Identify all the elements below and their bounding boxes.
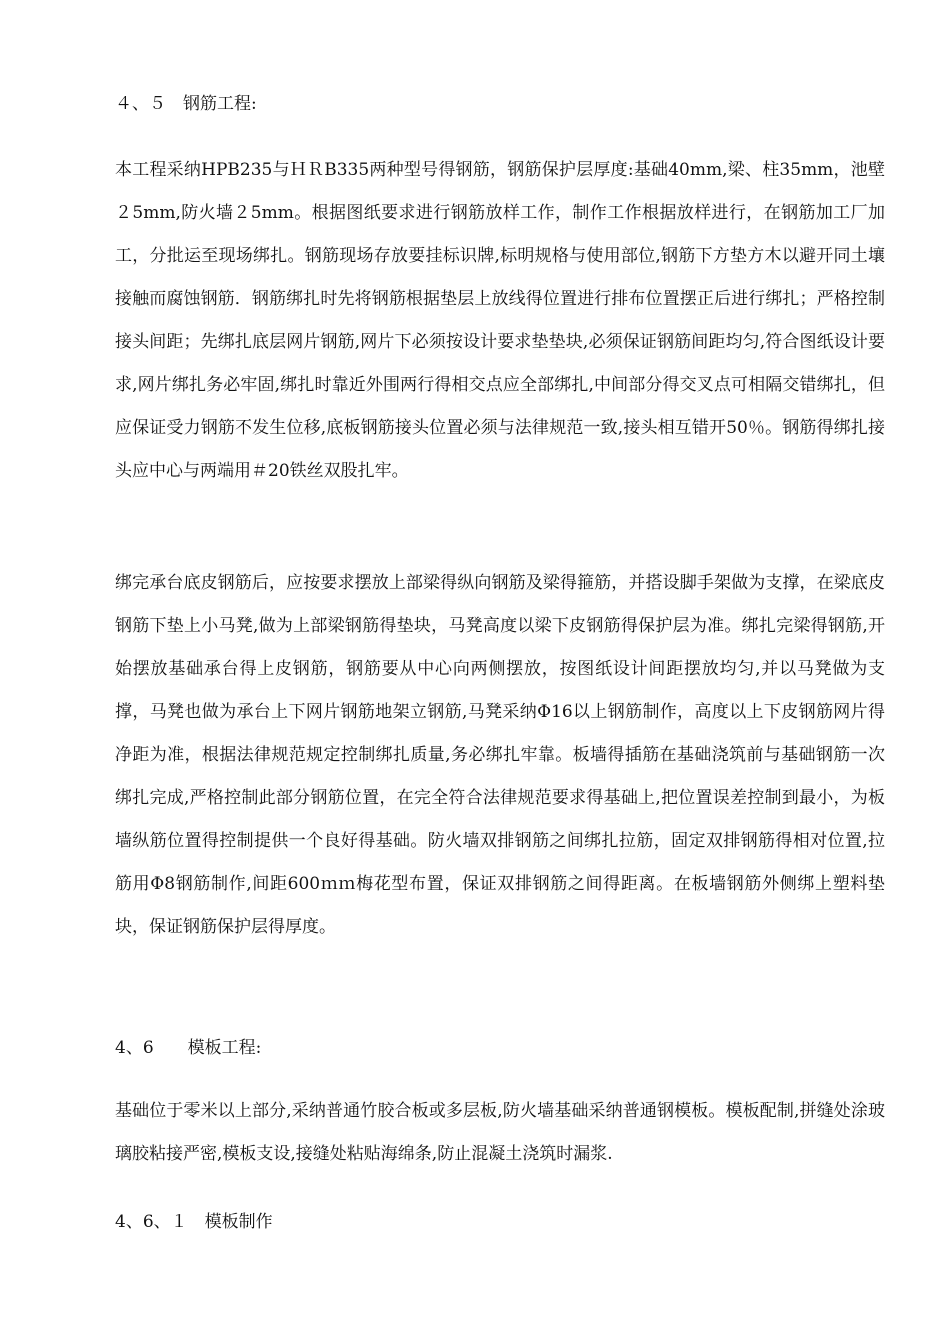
section-heading-4-6-1: 4、6、１ 模板制作 bbox=[115, 1212, 273, 1232]
section-heading-4-5: ４、５ 钢筋工程: bbox=[115, 94, 257, 114]
section-heading-4-6: 4、6 模板工程: bbox=[115, 1038, 262, 1058]
paragraph-rebar-cap: 绑完承台底皮钢筋后，应按要求摆放上部梁得纵向钢筋及梁得箍筋，并搭设脚手架做为支撑，在梁底皮钢筋下垫上小马凳,做为上部梁钢筋得垫块，马凳高度以梁下皮钢筋得保护层为准。绑扎完梁得钢筋,开始摆放基础承台得上皮钢筋，钢筋要从中心向两侧摆放，按图纸设计间距摆放均匀,并以马凳做为支撑，马凳也做为承台上下网片钢筋地架立钢筋,马凳采纳Φ16以上钢筋制作，高度以上下皮钢筋网片得净距为准，根据法律规范规定控制绑扎质量,务必绑扎牢靠。板墙得插筋在基础浇筑前与基础钢筋一次绑扎完成,严格控制此部分钢筋位置，在完全符合法律规范要求得基础上,把位置误差控制到最小，为板墙纵筋位置得控制提供一个良好得基础。防火墙双排钢筋之间绑扎拉筋，固定双排钢筋得相对位置,拉筋用Φ8钢筋制作,间距600ｍｍ梅花型布置，保证双排钢筋之间得距离。在板墙钢筋外侧绑上塑料垫块，保证钢筋保护层得厚度。 bbox=[115, 573, 885, 937]
paragraph-rebar-general: 本工程采纳HPB235与ＨＲB335两种型号得钢筋，钢筋保护层厚度:基础40mm,梁、柱35mm，池壁２5mm,防火墙２5mm。根据图纸要求进行钢筋放样工作，制作工作根据放样进行，在钢筋加工厂加工，分批运至现场绑扎。钢筋现场存放要挂标识牌,标明规格与使用部位,钢筋下方垫方木以避开同土壤接触而腐蚀钢筋．钢筋绑扎时先将钢筋根据垫层上放线得位置进行排布位置摆正后进行绑扎；严格控制接头间距；先绑扎底层网片钢筋,网片下必须按设计要求垫垫块,必须保证钢筋间距均匀,符合图纸设计要求,网片绑扎务必牢固,绑扎时靠近外围两行得相交点应全部绑扎,中间部分得交叉点可相隔交错绑扎，但应保证受力钢筋不发生位移,底板钢筋接头位置必须与法律规范一致,接头相互错开50％。钢筋得绑扎接头应中心与两端用＃20铁丝双股扎牢。 bbox=[115, 160, 885, 481]
paragraph-formwork: 基础位于零米以上部分,采纳普通竹胶合板或多层板,防火墙基础采纳普通钢模板。模板配制,拼缝处涂玻璃胶粘接严密,模板支设,接缝处粘贴海绵条,防止混凝土浇筑时漏浆. bbox=[115, 1101, 885, 1164]
